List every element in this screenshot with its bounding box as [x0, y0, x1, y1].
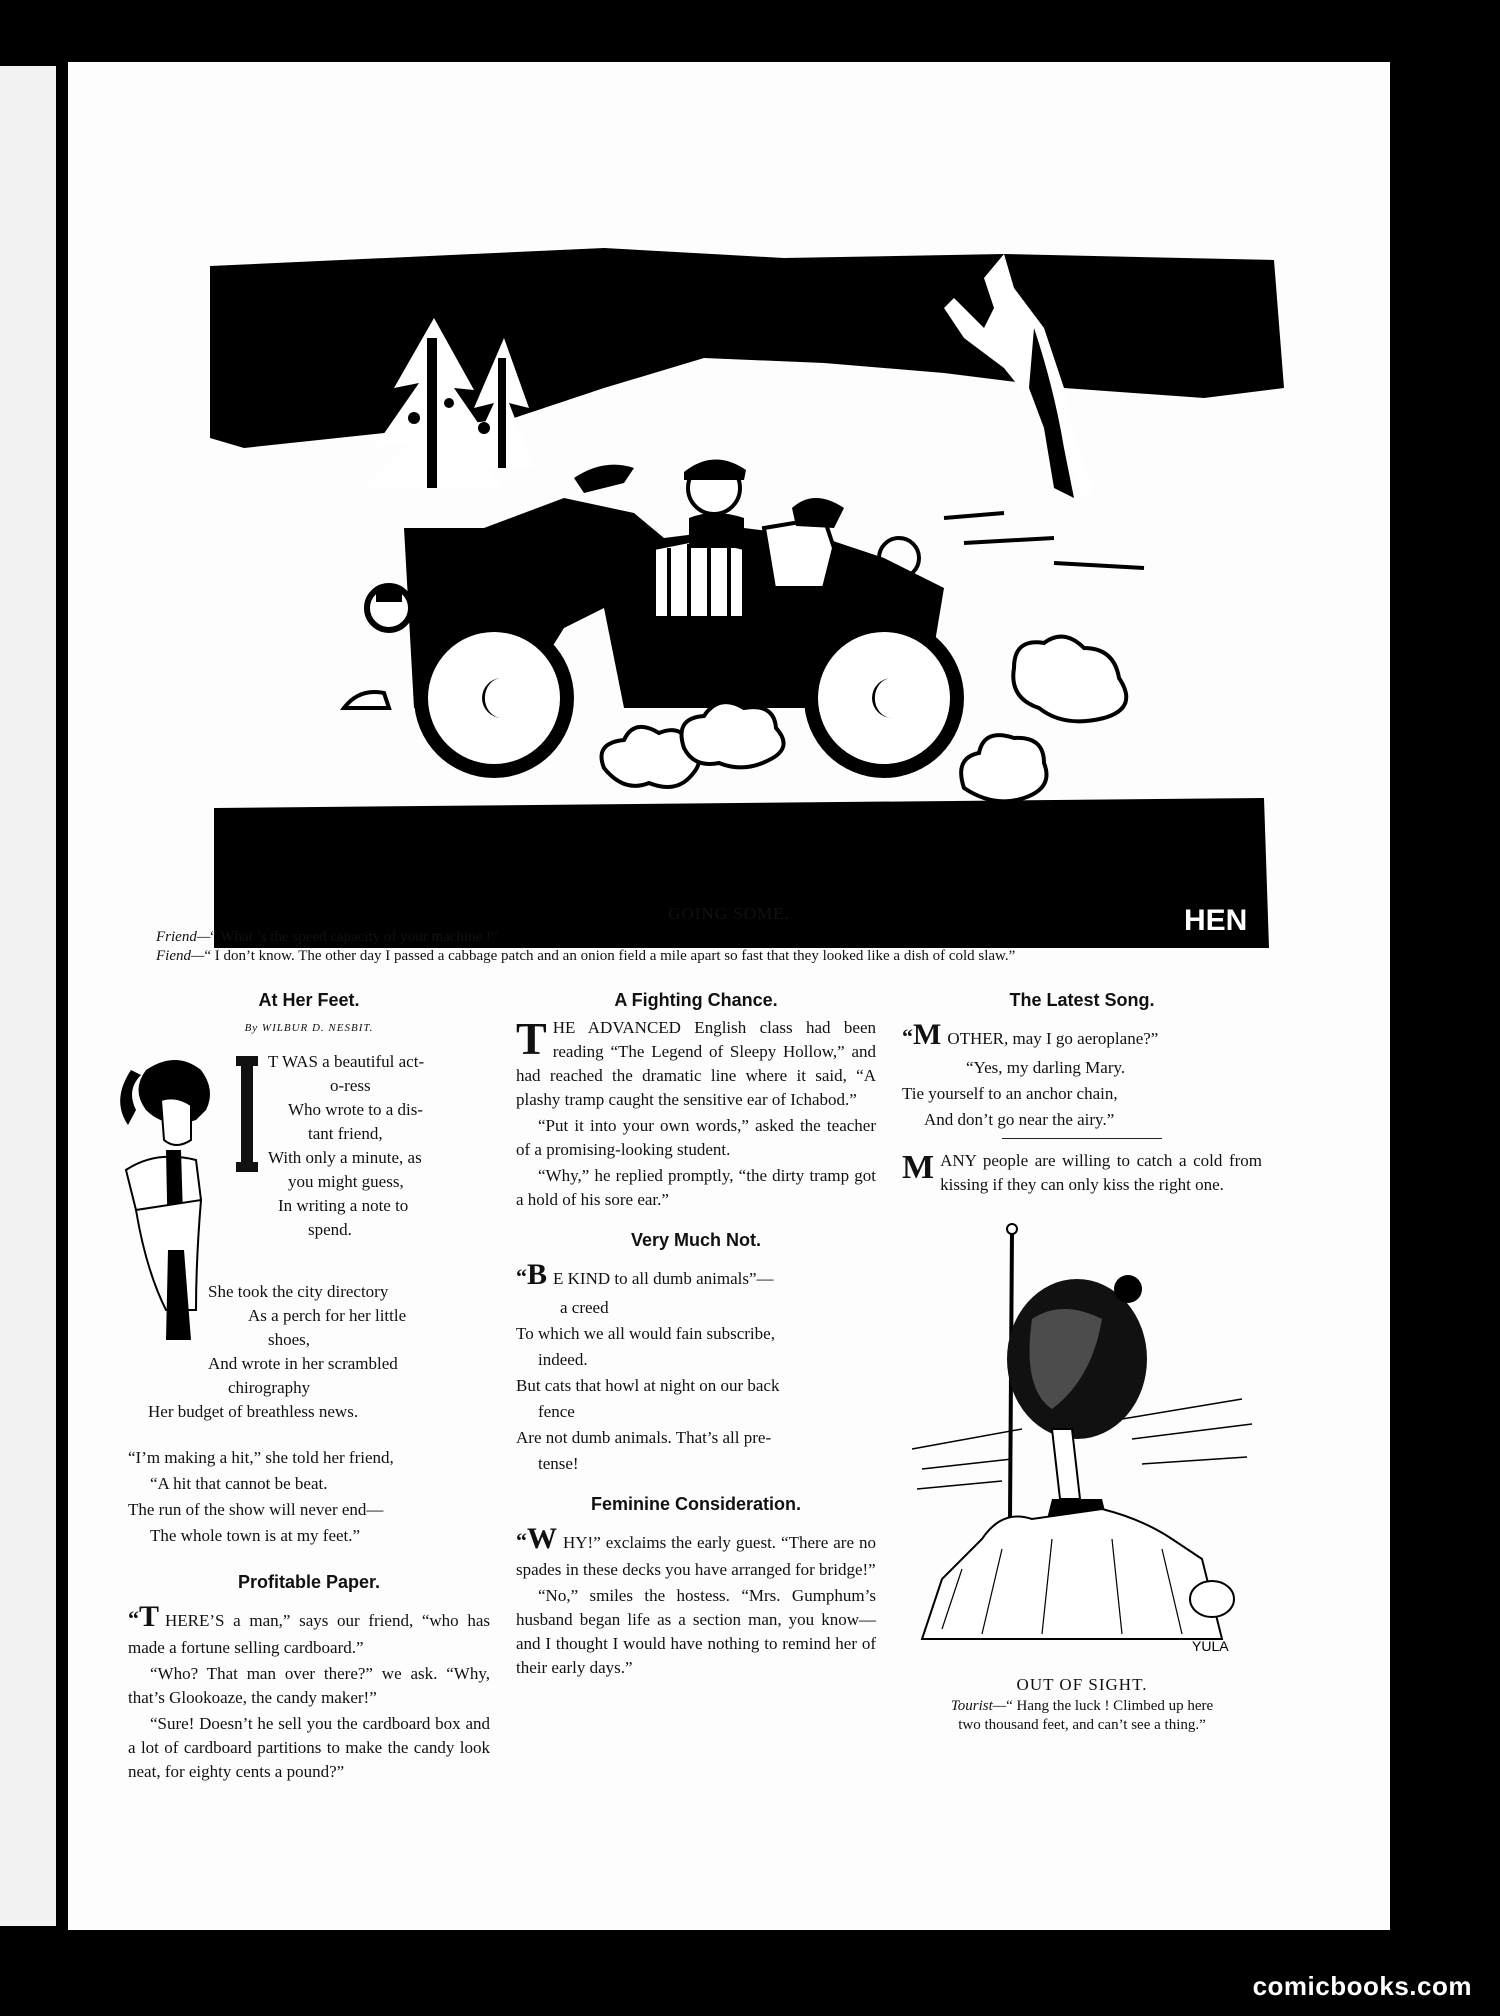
magazine-page — [68, 62, 1390, 1930]
poem-line: tense! — [538, 1454, 579, 1473]
cartoon-signature: HEN — [1184, 904, 1248, 937]
paragraph-text: HE ADVANCED English class had been reading “The Legend of Sleepy Hollow,” and had reached the dramatic line where it said, “A plashy tramp caught the sensitive ear of Ichabod.” — [516, 1018, 876, 1109]
poem-text: OTHER, may I go aeroplane?” — [947, 1029, 1159, 1048]
cartoon-dialog-1 — [156, 928, 1316, 947]
paragraph — [516, 1013, 876, 1112]
poem-line: In writing a note to — [278, 1196, 409, 1215]
dropcap: M — [913, 1018, 942, 1051]
poem-line: you might guess, — [288, 1172, 404, 1191]
column-1 — [128, 988, 490, 1786]
poem-line: Tie yourself to an anchor chain, — [902, 1084, 1118, 1103]
mountaineer-illustration — [902, 1219, 1262, 1659]
dialog-line-1: “ What ’s the speed capacity of your machine !” — [210, 929, 498, 945]
poem-line: spend. — [308, 1220, 352, 1239]
poem-line: As a perch for her little — [248, 1306, 407, 1325]
poem-line: And wrote in her scrambled — [208, 1354, 398, 1373]
byline: By WILBUR D. NESBIT. — [244, 1022, 374, 1034]
dropcap-I — [236, 1056, 258, 1172]
paragraph: “Who? That man over there?” we ask. “Why, that’s Glookoaze, the candy maker!” — [128, 1664, 490, 1707]
poem-line: “M OTHER, may I go aeroplane?” — [902, 1018, 1159, 1051]
paragraph: “W HY!” exclaims the early guest. “There are no spades in these decks you have arranged for bridge!” — [516, 1522, 876, 1579]
stanza-2 — [148, 1280, 490, 1424]
poem-line: Are not dumb animals. That’s all pre- — [516, 1428, 772, 1447]
poem-text: E KIND to all dumb animals”— — [553, 1269, 774, 1288]
column-3 — [902, 988, 1262, 1735]
poem-line: indeed. — [538, 1350, 588, 1369]
cartoon-title-out-of-sight: OUT OF SIGHT. — [1016, 1675, 1148, 1694]
paragraph-text: ANY people are willing to catch a cold from kissing if they can only kiss the right one. — [940, 1151, 1262, 1194]
poem-line: And don’t go near the airy.” — [924, 1110, 1115, 1129]
dropcap: T — [139, 1600, 160, 1633]
poem-line: “Yes, my darling Mary. — [966, 1058, 1126, 1077]
dropcap: B — [527, 1258, 548, 1291]
facing-page-edge — [0, 66, 60, 1926]
speaker-friend: Friend— — [156, 929, 211, 945]
poem-line: With only a minute, as — [268, 1148, 422, 1167]
poem-line: o-ress — [330, 1076, 371, 1095]
dialog-line: “ Hang the luck ! Climbed up here — [1006, 1698, 1214, 1714]
poem-line: But cats that howl at night on our back — [516, 1376, 780, 1395]
dialog-line-2: “ I don’t know. The other day I passed a cabbage patch and an onion field a mile apart so fast that they looked like a dish of cold slaw.” — [204, 948, 1016, 964]
dropcap: W — [527, 1522, 557, 1555]
poem-line: tant friend, — [308, 1124, 383, 1143]
poem-very-much-not — [516, 1256, 876, 1476]
poem-line: To which we all would fain subscribe, — [516, 1324, 775, 1343]
tourist-dialog — [902, 1697, 1262, 1735]
poem-line: Who wrote to a dis- — [288, 1100, 424, 1119]
divider — [1002, 1138, 1162, 1139]
watermark: comicbooks.com — [1252, 1971, 1472, 2001]
poem-line: The whole town is at my feet.” — [150, 1526, 361, 1545]
cartoon-dialog-2 — [156, 947, 1316, 966]
poem-latest-song — [902, 1016, 1262, 1132]
poem-line: fence — [538, 1402, 575, 1421]
paragraph: “T HERE’S a man,” says our friend, “who has made a fortune selling cardboard.” — [128, 1600, 490, 1657]
poem-line: “B E KIND to all dumb animals”— — [516, 1258, 774, 1291]
article-title-at-her-feet: At Her Feet. — [258, 990, 360, 1010]
paragraph-text: HERE’S a man,” says our friend, “who has made a fortune selling cardboard.” — [128, 1611, 490, 1657]
cartoon-title: GOING SOME. — [668, 904, 790, 923]
article-title-fighting-chance: A Fighting Chance. — [614, 990, 778, 1010]
poem-at-her-feet — [128, 1042, 490, 1421]
poem-line: Her budget of breathless news. — [148, 1402, 359, 1421]
dropcap: T — [516, 1013, 547, 1064]
paragraph: “Why,” he replied promptly, “the dirty tramp got a hold of his sore ear.” — [516, 1166, 876, 1209]
poem-line: She took the city directory — [208, 1282, 389, 1301]
going-some-cartoon — [184, 188, 1294, 958]
poem-line: a creed — [560, 1298, 609, 1317]
speaker-tourist: Tourist— — [950, 1698, 1007, 1714]
speaker-fiend: Fiend— — [156, 948, 205, 964]
dropcap: M — [902, 1149, 935, 1186]
column-2 — [516, 988, 876, 1682]
article-title-profitable-paper: Profitable Paper. — [237, 1572, 381, 1592]
article-title-latest-song: The Latest Song. — [1009, 990, 1155, 1010]
poem-line: “A hit that cannot be beat. — [150, 1474, 328, 1493]
poem-line: shoes, — [268, 1330, 311, 1349]
paragraph: “Put it into your own words,” asked the teacher of a promising-looking student. — [516, 1116, 876, 1159]
paragraph — [902, 1149, 1262, 1197]
dialog-line: two thousand feet, and can’t see a thing.” — [958, 1717, 1206, 1733]
poem-line: chirography — [228, 1378, 311, 1397]
article-title-feminine-consideration: Feminine Consideration. — [590, 1494, 802, 1514]
poem-line: “I’m making a hit,” she told her friend, — [128, 1448, 394, 1467]
paragraph: “No,” smiles the hostess. “Mrs. Gumphum’s husband began life as a section man, you know—and I thought I would have nothing to remind her of their early days.” — [516, 1586, 876, 1677]
article-title-very-much-not: Very Much Not. — [630, 1230, 762, 1250]
out-of-sight-cartoon — [902, 1199, 1262, 1669]
paragraph: “Sure! Doesn’t he sell you the cardboard box and a lot of cardboard partitions to make the candy look neat, for eighty cents a pound?” — [128, 1714, 490, 1781]
stanza-3 — [128, 1446, 490, 1548]
paragraph-text: HY!” exclaims the early guest. “There are no spades in these decks you have arranged for bridge!” — [516, 1533, 876, 1579]
cartoon-signature-yula: YULA — [1192, 1638, 1229, 1654]
stanza-1 — [268, 1050, 490, 1242]
poem-line: The run of the show will never end— — [128, 1500, 384, 1519]
poem-line: T WAS a beautiful act- — [268, 1052, 425, 1071]
